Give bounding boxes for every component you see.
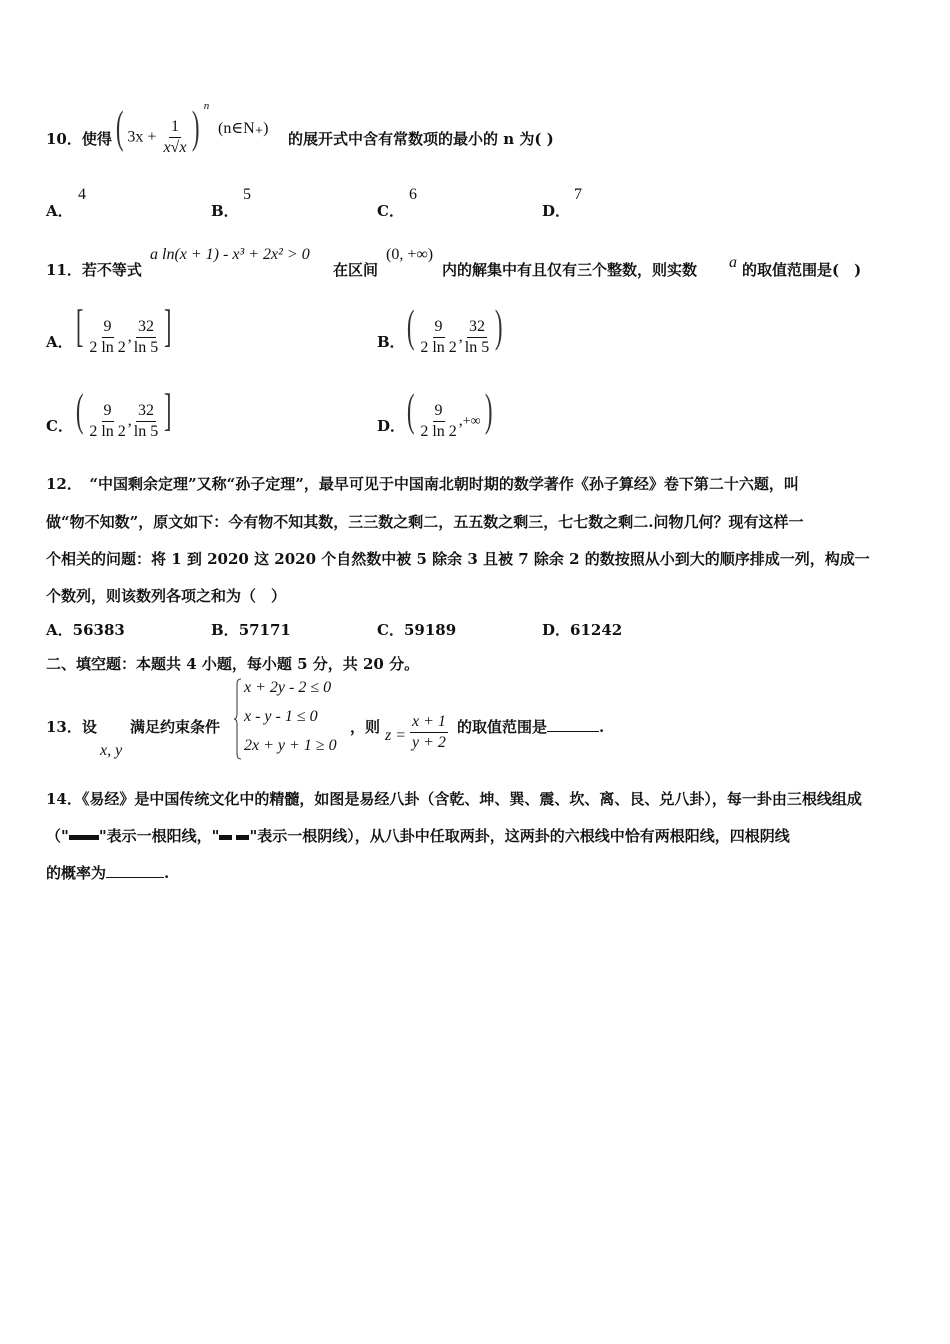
q10-option-b-label: B． [211,202,239,220]
q10-post: 的展开式中含有常数项的最小的 n 为( ) [288,130,554,148]
q12-option-d: D．61242 [542,621,623,639]
q12-line-3: 个相关的问题：将 1 到 2020 这 2020 个自然数中被 5 除余 3 且被 7 除余 2 的数按照从小到大的顺序排成一列，构成一 [46,550,870,568]
q11-option-d-label: D． [377,417,406,435]
q10-number: 10． [46,130,82,148]
yang-line-icon [69,835,99,840]
q11-option-c-label: C． [46,417,73,435]
q13-z: z = [385,727,407,744]
q12-option-b: B．57171 [211,621,291,639]
q11-option-d: ( $\frac{9}{2 \ln 2}$ ,+∞) [406,384,493,440]
q12-line-2: 做“物不知数”，原文如下：今有物不知其数，三三数之剩二，五五数之剩三，七七数之剩二.问物几何？现有这样一 [46,513,804,531]
q10-option-c: 6 [409,186,417,203]
q11-mid: 在区间 [333,261,379,279]
q10-fraction: $\frac{1}{x√x}$ [163,118,187,156]
q11-option-a: [ $\frac{9}{2 \ln 2}$ , $\frac{32}{\ln 5}$ ] [75,300,172,356]
q12-line-4: 个数列，则该数列各项之和为（ ） [46,587,287,605]
q10-expression: ( 3x + $\frac{1}{x√x}$ ) $^n$ [115,100,210,156]
q11-variable: a [729,254,737,271]
q13-number: 13．设 [46,718,97,736]
q12-option-c: C．59189 [377,621,457,639]
q10-pre: 使得 [81,130,112,148]
q10-option-d: 7 [574,186,582,203]
q14-answer-blank [106,865,164,878]
q10-option-c-label: C． [377,202,404,220]
q10-option-a: 4 [78,186,86,203]
q11-option-c: ( $\frac{9}{2 \ln 2}$ , $\frac{32}{\ln 5}$ ] [75,384,172,440]
q10-condition: (n∈N₊) [218,120,269,137]
q14-line-2: （" "表示一根阳线，" "表示一根阴线），从八卦中任取两卦，这两卦的六根线中恰有两根阳线，四根阴线 [46,827,790,845]
q13-answer-blank [547,719,599,732]
left-brace-icon [234,678,242,760]
q11-option-b-label: B． [377,333,405,351]
q10-expr-a: 3x + [127,128,157,146]
q13-vars: x, y [100,742,123,759]
q13-post: 的取值范围是 . [457,718,605,736]
q10-exponent: n [203,100,210,112]
yin-line-icon [219,835,232,840]
q10-stem [46,128,112,149]
q14-line-1: 14．《易经》是中国传统文化中的精髓，如图是易经八卦（含乾、坤、巽、震、坎、离、艮、兑八卦），每一卦由三根线组成 [46,790,862,808]
section-2-heading: 二、填空题：本题共 4 小题，每小题 5 分，共 20 分。 [46,655,420,673]
q13-constraint-3: 2x + y + 1 ≥ 0 [244,737,337,754]
q10-option-a-label: A． [46,202,73,220]
q11-option-b: ( $\frac{9}{2 \ln 2}$ , $\frac{32}{\ln 5}$ ) [406,300,503,356]
q11-inequality: a ln(x + 1) - x³ + 2x² > 0 [150,246,310,263]
q13-fraction: $\frac{x + 1}{y + 2}$ [412,713,446,751]
q10-option-b: 5 [243,186,251,203]
q12-option-a: A．56383 [46,621,125,639]
q13-brace [234,678,242,760]
q11-post: 的取值范围是( ) [742,261,862,279]
q13-then: ，则 [350,718,381,736]
yin-line-icon [236,835,249,840]
q13-constraint-1: x + 2y - 2 ≤ 0 [244,679,332,696]
q11-stem-start: 11．若不等式 [46,261,142,279]
q11-interval: (0, +∞) [386,246,434,263]
q10-option-d-label: D． [542,202,571,220]
q14-line-3: 的概率为 . [46,864,170,882]
q11-mid2: 内的解集中有且仅有三个整数，则实数 [442,261,698,279]
q12-line-1: 12． “中国剩余定理”又称“孙子定理”，最早可见于中国南北朝时期的数学著作《孙子算经》卷下第二十六题，叫 [46,475,799,493]
q13-constraint-2: x - y - 1 ≤ 0 [244,708,318,725]
q13-cond-text: 满足约束条件 [130,718,221,736]
q11-option-a-label: A． [46,333,73,351]
